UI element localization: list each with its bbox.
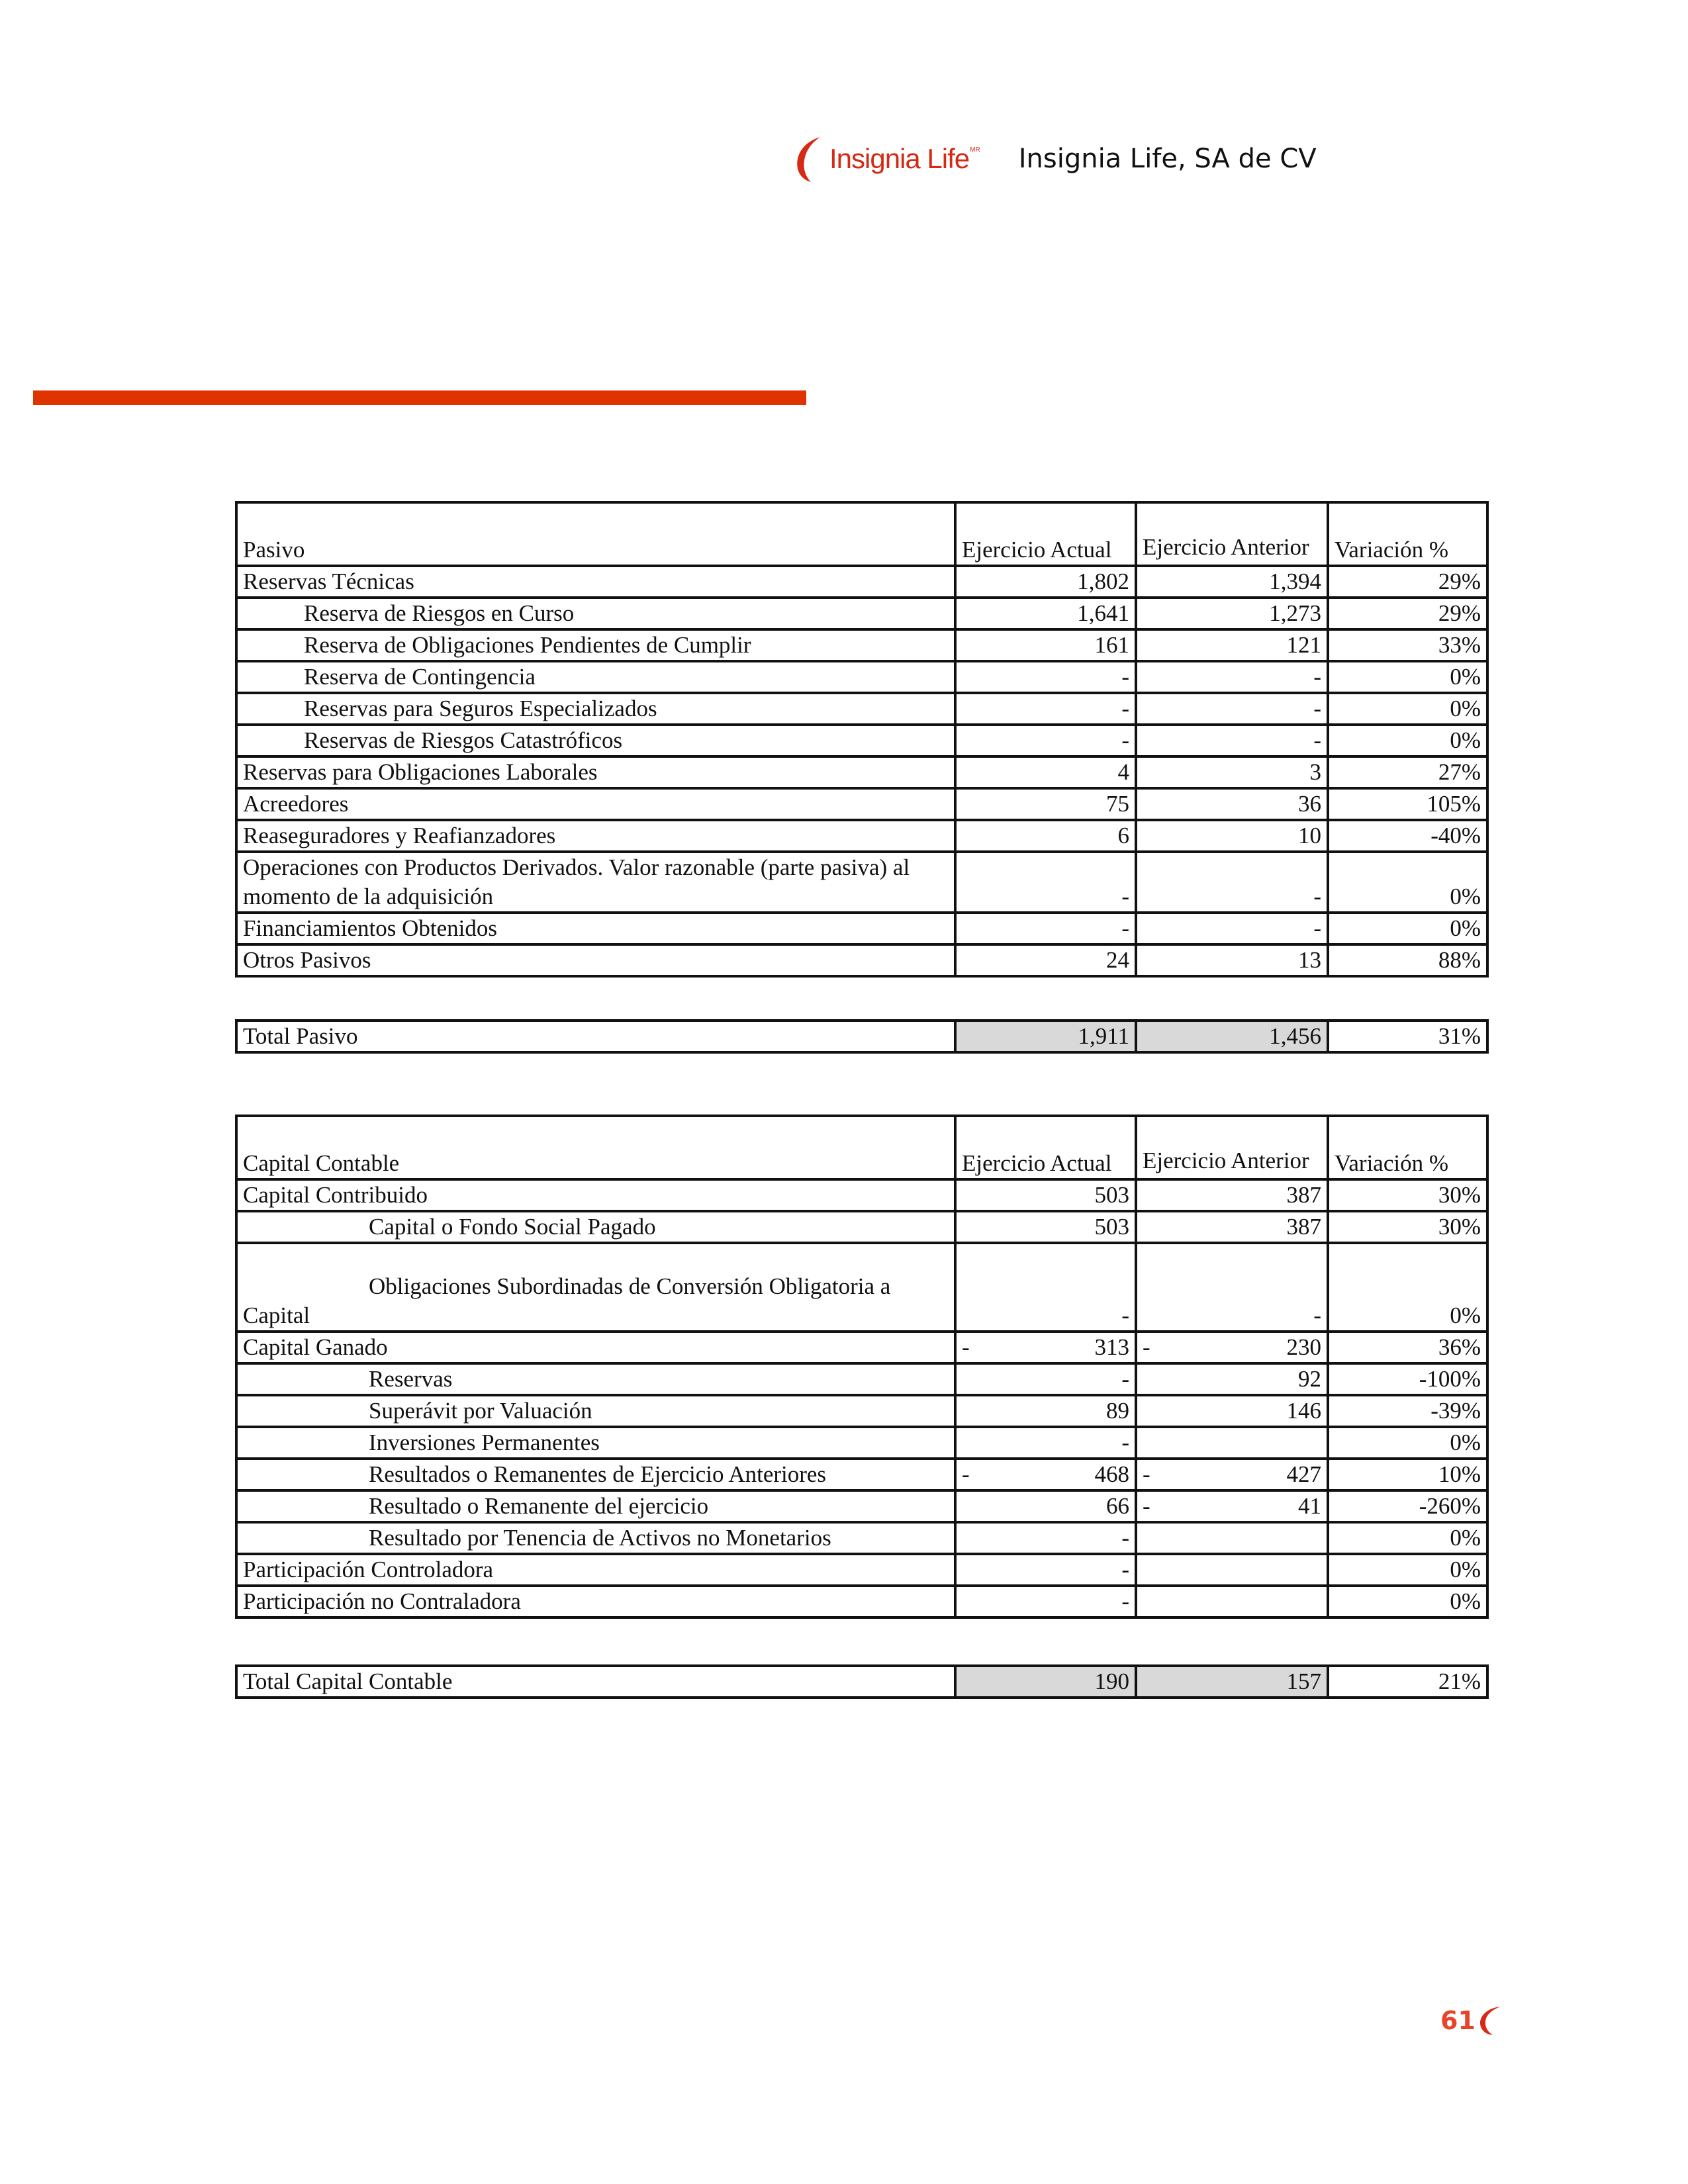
variacion-cell-value: 0%	[1450, 915, 1481, 941]
pasivo-total-table	[235, 1019, 1489, 1054]
ejercicio-actual-cell	[955, 1586, 1136, 1617]
header-variacion: Variación %	[1328, 502, 1487, 566]
variacion-cell	[1328, 1554, 1487, 1586]
row-label: Reaseguradores y Reafianzadores	[236, 820, 955, 852]
row-label: Reserva de Obligaciones Pendientes de Cumplir	[236, 629, 955, 661]
table-row	[236, 1243, 1487, 1332]
total-capital-label: Total Capital Contable	[236, 1666, 955, 1698]
ejercicio-anterior-cell-value: 41	[1298, 1493, 1321, 1519]
ejercicio-actual-cell-value: 1,802	[1077, 569, 1129, 594]
table-row	[236, 1522, 1487, 1554]
ejercicio-anterior-cell	[1136, 1586, 1328, 1617]
variacion-cell	[1328, 1179, 1487, 1211]
ejercicio-actual-cell-value: 503	[1094, 1214, 1129, 1240]
ejercicio-actual-cell	[955, 1522, 1136, 1554]
ejercicio-anterior-cell-value: 92	[1298, 1366, 1321, 1392]
variacion-cell-value: -40%	[1430, 823, 1481, 848]
ejercicio-actual-cell	[955, 1179, 1136, 1211]
row-label-line1: Obligaciones Subordinadas de Conversión Obligatoria a	[369, 1273, 891, 1299]
table-row	[236, 566, 1487, 598]
table-row	[236, 756, 1487, 788]
ejercicio-anterior-cell	[1136, 693, 1328, 725]
ejercicio-anterior-cell-value: 1,394	[1269, 569, 1321, 594]
page-header	[791, 132, 1317, 185]
variacion-cell	[1328, 1211, 1487, 1243]
ejercicio-actual-cell-value: -	[1121, 1430, 1129, 1455]
ejercicio-anterior-cell-value: -	[1313, 727, 1321, 753]
ejercicio-actual-cell	[955, 598, 1136, 629]
variacion-cell-value: 0%	[1450, 1525, 1481, 1551]
variacion-cell	[1328, 788, 1487, 820]
ejercicio-anterior-cell	[1136, 756, 1328, 788]
row-label: Participación Controladora	[236, 1554, 955, 1586]
ejercicio-actual-cell-value: 24	[1106, 947, 1129, 973]
ejercicio-anterior-cell	[1136, 1522, 1328, 1554]
ejercicio-actual-cell	[955, 913, 1136, 944]
ejercicio-anterior-cell	[1136, 661, 1328, 693]
ejercicio-actual-cell	[955, 1332, 1136, 1363]
variacion-cell	[1328, 598, 1487, 629]
table-row	[236, 661, 1487, 693]
ejercicio-actual-cell	[955, 661, 1136, 693]
variacion-cell-value: 30%	[1438, 1214, 1481, 1240]
variacion-cell-value: 0%	[1450, 1588, 1481, 1614]
ejercicio-anterior-cell	[1136, 1243, 1328, 1332]
ejercicio-actual-cell-value: 503	[1094, 1182, 1129, 1208]
variacion-cell-value: 105%	[1427, 791, 1481, 817]
page-footer	[1440, 2005, 1502, 2036]
variacion-cell	[1328, 1586, 1487, 1617]
ejercicio-anterior-cell-value: 121	[1286, 632, 1321, 658]
ejercicio-anterior-cell	[1136, 788, 1328, 820]
table-row	[236, 598, 1487, 629]
ejercicio-anterior-cell-value: -	[1313, 884, 1321, 909]
variacion-cell-value: 29%	[1438, 569, 1481, 594]
negative-sign: -	[1143, 1461, 1150, 1487]
row-label	[236, 1243, 955, 1332]
ejercicio-actual-cell-value: 313	[1094, 1334, 1129, 1360]
table-row	[236, 852, 1487, 913]
ejercicio-actual-cell-value: -	[1121, 915, 1129, 941]
row-label: Resultados o Remanentes de Ejercicio Anteriores	[236, 1459, 955, 1490]
ejercicio-actual-cell	[955, 1459, 1136, 1490]
total-pasivo-label: Total Pasivo	[236, 1021, 955, 1052]
table-row	[236, 1427, 1487, 1459]
row-label: Acreedores	[236, 788, 955, 820]
row-label: Reserva de Riesgos en Curso	[236, 598, 955, 629]
ejercicio-anterior-cell-value: 1,273	[1269, 600, 1321, 626]
total-capital-variacion: 21%	[1328, 1666, 1487, 1698]
variacion-cell-value: 0%	[1450, 1557, 1481, 1582]
header-pasivo: Pasivo	[236, 502, 955, 566]
table-row	[236, 1332, 1487, 1363]
header-ejercicio-anterior: Ejercicio Anterior	[1136, 502, 1328, 566]
ejercicio-anterior-cell-value: -	[1313, 915, 1321, 941]
row-label: Resultado o Remanente del ejercicio	[236, 1490, 955, 1522]
total-pasivo-actual: 1,911	[955, 1021, 1136, 1052]
ejercicio-actual-cell-value: 6	[1117, 823, 1129, 848]
ejercicio-actual-cell	[955, 1363, 1136, 1395]
row-label: Reservas para Seguros Especializados	[236, 693, 955, 725]
variacion-cell-value: 33%	[1438, 632, 1481, 658]
row-label: Operaciones con Productos Derivados. Valor razonable (parte pasiva) al momento de la adquisición	[236, 852, 955, 913]
table-row	[236, 1363, 1487, 1395]
header-capital-contable: Capital Contable	[236, 1116, 955, 1179]
total-pasivo-variacion: 31%	[1328, 1021, 1487, 1052]
ejercicio-actual-cell	[955, 820, 1136, 852]
table-row	[236, 693, 1487, 725]
total-pasivo-row	[236, 1021, 1487, 1052]
capital-total-table	[235, 1664, 1489, 1699]
table-header-row	[236, 502, 1487, 566]
variacion-cell-value: 0%	[1450, 727, 1481, 753]
variacion-cell-value: 30%	[1438, 1182, 1481, 1208]
ejercicio-anterior-cell	[1136, 1363, 1328, 1395]
row-label: Superávit por Valuación	[236, 1395, 955, 1427]
row-label: Resultado por Tenencia de Activos no Monetarios	[236, 1522, 955, 1554]
ejercicio-anterior-cell	[1136, 944, 1328, 976]
table-row	[236, 944, 1487, 976]
variacion-cell-value: 88%	[1438, 947, 1481, 973]
variacion-cell-value: 0%	[1450, 696, 1481, 721]
ejercicio-anterior-cell-value: -	[1313, 1302, 1321, 1328]
row-label: Capital Ganado	[236, 1332, 955, 1363]
ejercicio-anterior-cell	[1136, 566, 1328, 598]
ejercicio-anterior-cell	[1136, 598, 1328, 629]
ejercicio-anterior-cell	[1136, 1332, 1328, 1363]
ejercicio-anterior-cell-value: -	[1313, 696, 1321, 721]
ejercicio-actual-cell	[955, 944, 1136, 976]
ejercicio-anterior-cell-value: 230	[1286, 1334, 1321, 1360]
row-label: Capital o Fondo Social Pagado	[236, 1211, 955, 1243]
table-row	[236, 1179, 1487, 1211]
ejercicio-anterior-cell	[1136, 1490, 1328, 1522]
ejercicio-actual-cell	[955, 1427, 1136, 1459]
table-row	[236, 1459, 1487, 1490]
row-label: Reservas para Obligaciones Laborales	[236, 756, 955, 788]
ejercicio-actual-cell	[955, 1211, 1136, 1243]
variacion-cell	[1328, 852, 1487, 913]
variacion-cell	[1328, 629, 1487, 661]
variacion-cell	[1328, 1363, 1487, 1395]
variacion-cell-value: 0%	[1450, 1430, 1481, 1455]
ejercicio-anterior-cell-value: 387	[1286, 1214, 1321, 1240]
variacion-cell	[1328, 1395, 1487, 1427]
ejercicio-actual-cell	[955, 629, 1136, 661]
variacion-cell-value: 27%	[1438, 759, 1481, 785]
variacion-cell	[1328, 756, 1487, 788]
variacion-cell-value: 0%	[1450, 664, 1481, 690]
logo-text: Insignia Life	[829, 143, 970, 174]
negative-sign: -	[1143, 1334, 1150, 1360]
row-label: Reservas Técnicas	[236, 566, 955, 598]
ejercicio-anterior-cell	[1136, 629, 1328, 661]
variacion-cell	[1328, 1243, 1487, 1332]
variacion-cell	[1328, 566, 1487, 598]
ejercicio-anterior-cell	[1136, 1179, 1328, 1211]
variacion-cell	[1328, 661, 1487, 693]
variacion-cell-value: 0%	[1450, 884, 1481, 909]
ejercicio-anterior-cell-value: 387	[1286, 1182, 1321, 1208]
ejercicio-actual-cell-value: 89	[1106, 1398, 1129, 1424]
variacion-cell	[1328, 1490, 1487, 1522]
ejercicio-actual-cell	[955, 725, 1136, 756]
negative-sign: -	[962, 1334, 970, 1360]
row-label: Financiamientos Obtenidos	[236, 913, 955, 944]
ejercicio-actual-cell-value: 161	[1094, 632, 1129, 658]
ejercicio-actual-cell-value: 468	[1094, 1461, 1129, 1487]
table-header-row	[236, 1116, 1487, 1179]
ejercicio-actual-cell	[955, 756, 1136, 788]
table-row	[236, 1586, 1487, 1617]
table-row	[236, 820, 1487, 852]
negative-sign: -	[1143, 1493, 1150, 1519]
variacion-cell-value: -39%	[1430, 1398, 1481, 1424]
variacion-cell-value: -260%	[1419, 1493, 1481, 1519]
row-label: Capital Contribuido	[236, 1179, 955, 1211]
ejercicio-actual-cell-value: 1,641	[1077, 600, 1129, 626]
variacion-cell-value: 36%	[1438, 1334, 1481, 1360]
ejercicio-actual-cell	[955, 1243, 1136, 1332]
table-row	[236, 629, 1487, 661]
company-name: Insignia Life, SA de CV	[1018, 144, 1317, 174]
negative-sign: -	[962, 1461, 970, 1487]
insignia-life-logo	[791, 132, 980, 185]
ejercicio-actual-cell	[955, 852, 1136, 913]
total-pasivo-anterior: 1,456	[1136, 1021, 1328, 1052]
ejercicio-anterior-cell-value: 13	[1298, 947, 1321, 973]
ejercicio-actual-cell-value: -	[1121, 664, 1129, 690]
total-capital-actual: 190	[955, 1666, 1136, 1698]
ejercicio-anterior-cell	[1136, 725, 1328, 756]
row-label: Reservas de Riesgos Catastróficos	[236, 725, 955, 756]
variacion-cell	[1328, 693, 1487, 725]
table-row	[236, 1490, 1487, 1522]
ejercicio-actual-cell	[955, 1490, 1136, 1522]
ejercicio-anterior-cell-value: 10	[1298, 823, 1321, 848]
logo-trademark: MR	[970, 146, 980, 154]
ejercicio-actual-cell-value: 75	[1106, 791, 1129, 817]
ejercicio-anterior-cell-value: 3	[1309, 759, 1321, 785]
ejercicio-actual-cell-value: -	[1121, 884, 1129, 909]
ejercicio-actual-cell	[955, 1395, 1136, 1427]
ejercicio-actual-cell	[955, 788, 1136, 820]
row-label: Inversiones Permanentes	[236, 1427, 955, 1459]
variacion-cell	[1328, 1332, 1487, 1363]
variacion-cell-value: -100%	[1419, 1366, 1481, 1392]
header-variacion: Variación %	[1328, 1116, 1487, 1179]
total-capital-anterior: 157	[1136, 1666, 1328, 1698]
ejercicio-actual-cell	[955, 566, 1136, 598]
ejercicio-anterior-cell-value: -	[1313, 664, 1321, 690]
accent-bar	[33, 390, 806, 405]
variacion-cell	[1328, 1427, 1487, 1459]
variacion-cell-value: 10%	[1438, 1461, 1481, 1487]
ejercicio-actual-cell-value: 66	[1106, 1493, 1129, 1519]
row-label: Reservas	[236, 1363, 955, 1395]
ejercicio-anterior-cell	[1136, 1395, 1328, 1427]
ejercicio-actual-cell-value: -	[1121, 727, 1129, 753]
row-label: Participación no Contraladora	[236, 1586, 955, 1617]
variacion-cell-value: 29%	[1438, 600, 1481, 626]
ejercicio-anterior-cell	[1136, 820, 1328, 852]
table-row	[236, 725, 1487, 756]
header-ejercicio-actual: Ejercicio Actual	[955, 502, 1136, 566]
table-row	[236, 1211, 1487, 1243]
variacion-cell	[1328, 820, 1487, 852]
ejercicio-anterior-cell-value: 146	[1286, 1398, 1321, 1424]
total-capital-row	[236, 1666, 1487, 1698]
variacion-cell-value: 0%	[1450, 1302, 1481, 1328]
ejercicio-actual-cell-value: -	[1121, 696, 1129, 721]
pasivo-table	[235, 501, 1489, 978]
crescent-logo-icon	[1477, 2005, 1502, 2036]
variacion-cell	[1328, 913, 1487, 944]
page-number: 61	[1440, 2006, 1476, 2035]
ejercicio-actual-cell-value: 4	[1117, 759, 1129, 785]
table-row	[236, 788, 1487, 820]
table-row	[236, 1395, 1487, 1427]
ejercicio-anterior-cell	[1136, 1459, 1328, 1490]
variacion-cell	[1328, 1459, 1487, 1490]
ejercicio-anterior-cell-value: 36	[1298, 791, 1321, 817]
ejercicio-anterior-cell-value: 427	[1286, 1461, 1321, 1487]
ejercicio-actual-cell-value: -	[1121, 1525, 1129, 1551]
ejercicio-anterior-cell	[1136, 1554, 1328, 1586]
ejercicio-actual-cell	[955, 1554, 1136, 1586]
table-row	[236, 1554, 1487, 1586]
variacion-cell	[1328, 1522, 1487, 1554]
variacion-cell	[1328, 944, 1487, 976]
row-label: Reserva de Contingencia	[236, 661, 955, 693]
row-label: Otros Pasivos	[236, 944, 955, 976]
ejercicio-anterior-cell	[1136, 1427, 1328, 1459]
ejercicio-actual-cell-value: -	[1121, 1588, 1129, 1614]
ejercicio-actual-cell-value: -	[1121, 1366, 1129, 1392]
capital-contable-table	[235, 1115, 1489, 1619]
ejercicio-actual-cell-value: -	[1121, 1302, 1129, 1328]
row-label-line2: Capital	[243, 1302, 310, 1328]
ejercicio-anterior-cell	[1136, 913, 1328, 944]
ejercicio-anterior-cell	[1136, 1211, 1328, 1243]
table-row	[236, 913, 1487, 944]
header-ejercicio-actual: Ejercicio Actual	[955, 1116, 1136, 1179]
crescent-logo-icon	[791, 136, 825, 182]
ejercicio-actual-cell	[955, 693, 1136, 725]
ejercicio-actual-cell-value: -	[1121, 1557, 1129, 1582]
header-ejercicio-anterior: Ejercicio Anterior	[1136, 1116, 1328, 1179]
variacion-cell	[1328, 725, 1487, 756]
ejercicio-anterior-cell	[1136, 852, 1328, 913]
